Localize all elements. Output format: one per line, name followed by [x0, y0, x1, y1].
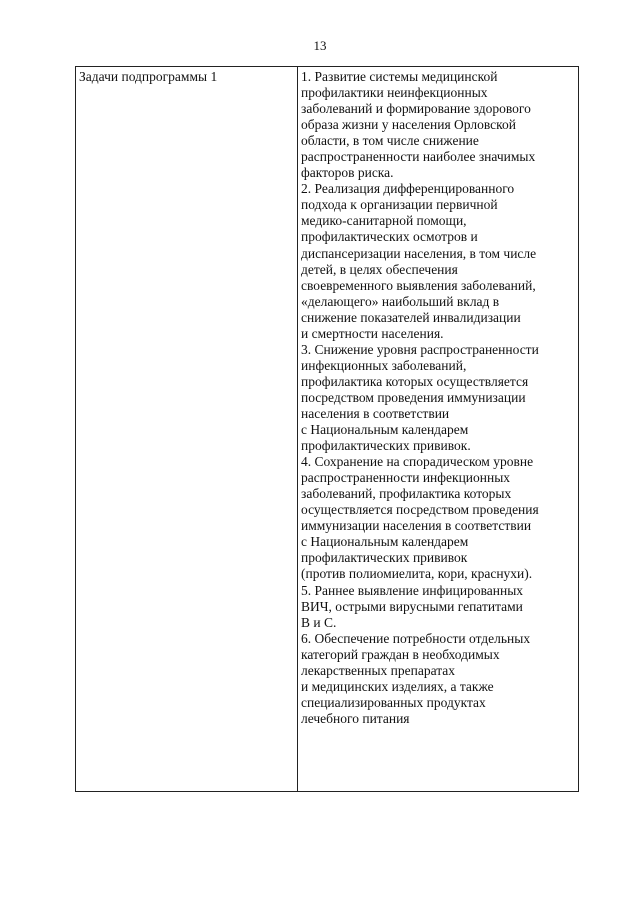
task-text-line: с Национальным календарем [301, 422, 469, 438]
task-text-line: иммунизации населения в соответствии [301, 518, 532, 534]
list-item [301, 181, 578, 341]
tasks-cell [298, 67, 579, 792]
row-label: Задачи подпрограммы 1 [79, 69, 218, 84]
task-text-line: лечебного питания [301, 710, 410, 726]
subprogram-tasks-table [75, 66, 579, 792]
task-text-line: 1. Развитие системы медицинской [301, 69, 498, 84]
task-text-line: категорий граждан в необходимых [301, 646, 500, 662]
task-text-line: инфекционных заболеваний, [301, 357, 467, 373]
task-text-line: диспансеризации населения, в том числе [301, 245, 537, 261]
task-text-line: медико-санитарной помощи, [301, 213, 467, 229]
task-list [298, 67, 578, 727]
task-text-line: подхода к организации первичной [301, 197, 498, 213]
list-item [301, 631, 578, 727]
task-text-line: области, в том числе снижение [301, 133, 479, 149]
task-text-line: образа жизни у населения Орловской [301, 117, 516, 133]
list-item [301, 69, 578, 181]
task-text-line: детей, в целях обеспечения [301, 261, 458, 277]
task-text-line: посредством проведения иммунизации [301, 389, 526, 405]
task-text-line: заболеваний и формирование здорового [301, 101, 531, 117]
task-text-line: лекарственных препаратах [301, 662, 456, 678]
list-item [301, 454, 578, 582]
task-text-line: распространенности инфекционных [301, 470, 511, 486]
task-text-line: 5. Раннее выявление инфицированных [301, 582, 524, 598]
page-number: 13 [313, 38, 327, 53]
list-item [301, 342, 578, 454]
task-text-line: «делающего» наибольший вклад в [301, 293, 500, 309]
task-text-line: 6. Обеспечение потребности отдельных [301, 630, 531, 646]
task-text-line: В и С. [301, 614, 337, 630]
task-text-line: профилактических осмотров и [301, 229, 478, 245]
list-item [301, 583, 578, 631]
table-row [76, 67, 579, 792]
task-text-line: заболеваний, профилактика которых [301, 486, 512, 502]
task-text-line: 3. Снижение уровня распространенности [301, 341, 539, 357]
task-text-line: 4. Сохранение на спорадическом уровне [301, 454, 534, 470]
task-text-line: населения в соответствии [301, 405, 450, 421]
row-label-cell [76, 67, 298, 792]
task-text-line: факторов риска. [301, 165, 394, 181]
task-text-line: и медицинских изделиях, а также [301, 678, 494, 694]
task-text-line: с Национальным календарем [301, 534, 469, 550]
task-text-line: специализированных продуктах [301, 694, 486, 710]
task-text-line: профилактики неинфекционных [301, 85, 488, 101]
task-text-line: профилактических прививок. [301, 438, 471, 454]
task-text-line: распространенности наиболее значимых [301, 149, 536, 165]
task-text-line: профилактика которых осуществляется [301, 373, 529, 389]
task-text-line: (против полиомиелита, кори, краснухи). [301, 566, 533, 582]
task-text-line: профилактических прививок [301, 550, 468, 566]
task-text-line: и смертности населения. [301, 325, 444, 341]
task-text-line: ВИЧ, острыми вирусными гепатитами [301, 598, 523, 614]
task-text-line: своевременного выявления заболеваний, [301, 277, 536, 293]
task-text-line: 2. Реализация дифференцированного [301, 181, 515, 197]
task-text-line: осуществляется посредством проведения [301, 502, 539, 518]
task-text-line: снижение показателей инвалидизации [301, 309, 521, 325]
